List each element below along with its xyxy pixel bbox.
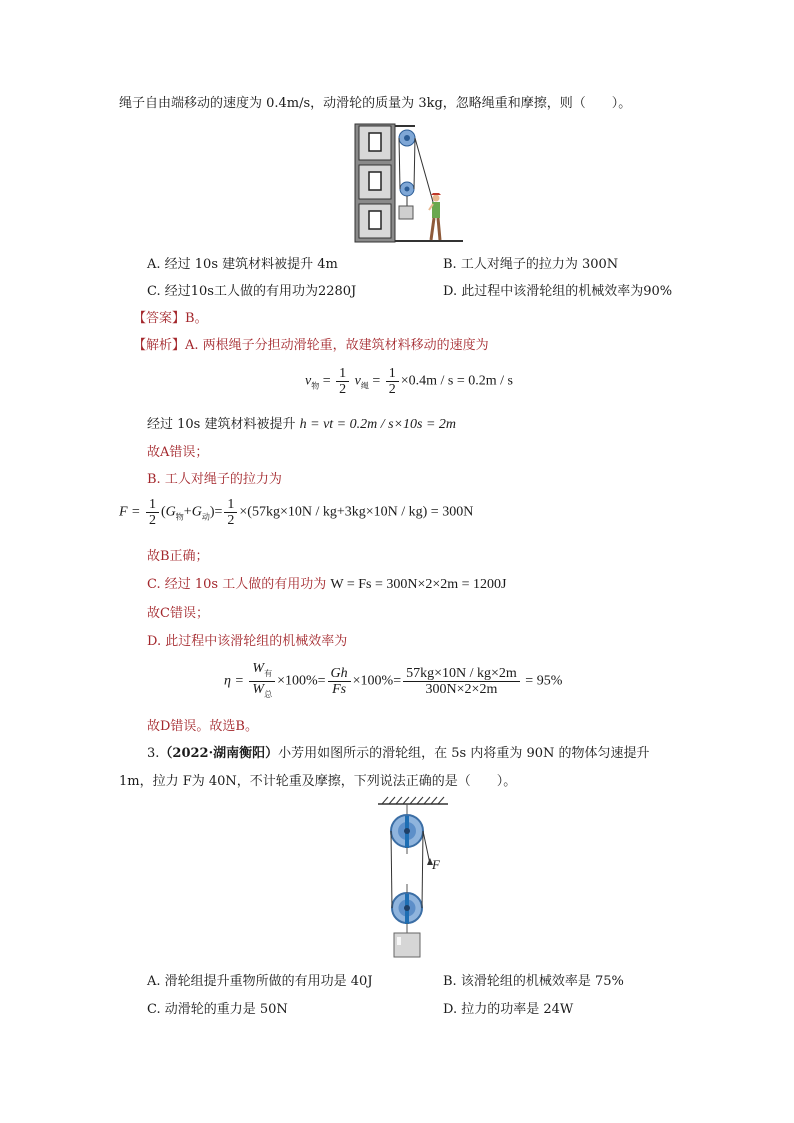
q2-option-d: D. 此过程中该滑轮组的机械效率为90% [443, 284, 673, 299]
q3-option-a: A. 滑轮组提升重物所做的有用功是 40J [147, 974, 373, 989]
wrong-a: 故A错误； [147, 445, 209, 460]
q3-stem-line2: 1m，拉力 F为 40N，不计轮重及摩擦，下列说法正确的是（ ）。 [119, 774, 517, 789]
analysis-tag: 【解析】 [133, 338, 186, 353]
q3-option-c: C. 动滑轮的重力是 50N [147, 1002, 288, 1017]
q3-stem-line1: 3.（2022·湖南衡阳）小芳用如图所示的滑轮组，在 5s 内将重为 90N 的物体匀速提升 [147, 746, 650, 761]
analysis-d: D. 此过程中该滑轮组的机械效率为 [147, 634, 348, 649]
equation-velocity: $v_物$ = $\frac{1}{2}$ $v_绳$ = $\frac{1}{2}$ ×0.4m / s = 0.2m / s [305, 366, 513, 397]
answer-tag: 【答案】 [133, 311, 186, 326]
building-pulley-figure [353, 122, 465, 244]
answer-line [133, 310, 208, 328]
work-equation: W = Fs = 300N×2×2m = 1200J [330, 577, 507, 592]
equation-force: F = $\frac{1}{2}$ $(G_物+G_动)=$ $\frac{1}{2}$ ×(57kg×10N / kg+3kg×10N / kg) = 300N [119, 497, 474, 528]
q2-option-a: A. 经过 10s 建筑材料被提升 4m [147, 257, 338, 272]
q2-stem-tail: 绳子自由端移动的速度为 0.4m/s，动滑轮的质量为 3kg，忽略绳重和摩擦，则（ ）。 [119, 96, 632, 111]
wrong-c: 故C错误； [147, 606, 209, 621]
wrong-d: 故D错误。故选B。 [147, 719, 258, 734]
pulley-system-figure [370, 796, 460, 964]
figure-force-label: F [432, 857, 440, 872]
equation-efficiency: η = $\frac{W_有}{W_总}$ ×100%= $\frac{Gh}{Fs}$ ×100%= $\frac{57kg\times 10N / kg\times 2m}{300N\times 2\times 2m}$ = 95% [224, 661, 563, 699]
q2-option-b: B. 工人对绳子的拉力为 300N [443, 257, 619, 272]
q2-option-c: C. 经过10s工人做的有用功为2280J [147, 284, 357, 299]
q3-option-b: B. 该滑轮组的机械效率是 75% [443, 974, 624, 989]
height-prefix: 经过 10s 建筑材料被提升 [147, 417, 296, 432]
analysis-c: C. 经过 10s 工人做的有用功为 [147, 577, 327, 592]
analysis-a-line [133, 337, 489, 355]
q3-option-d: D. 拉力的功率是 24W [443, 1002, 574, 1017]
height-line [147, 416, 456, 434]
answer-value: B。 [185, 311, 208, 326]
q3-number: 3. [147, 746, 160, 761]
analysis-a: A. 两根绳子分担动滑轮重，故建筑材料移动的速度为 [185, 338, 489, 353]
right-b: 故B正确； [147, 549, 209, 564]
height-equation: h = vt = 0.2m / s×10s = 2m [299, 417, 457, 432]
analysis-b: B. 工人对绳子的拉力为 [147, 472, 282, 487]
q3-source: （2022·湖南衡阳） [159, 746, 279, 761]
analysis-c-line [147, 576, 507, 594]
